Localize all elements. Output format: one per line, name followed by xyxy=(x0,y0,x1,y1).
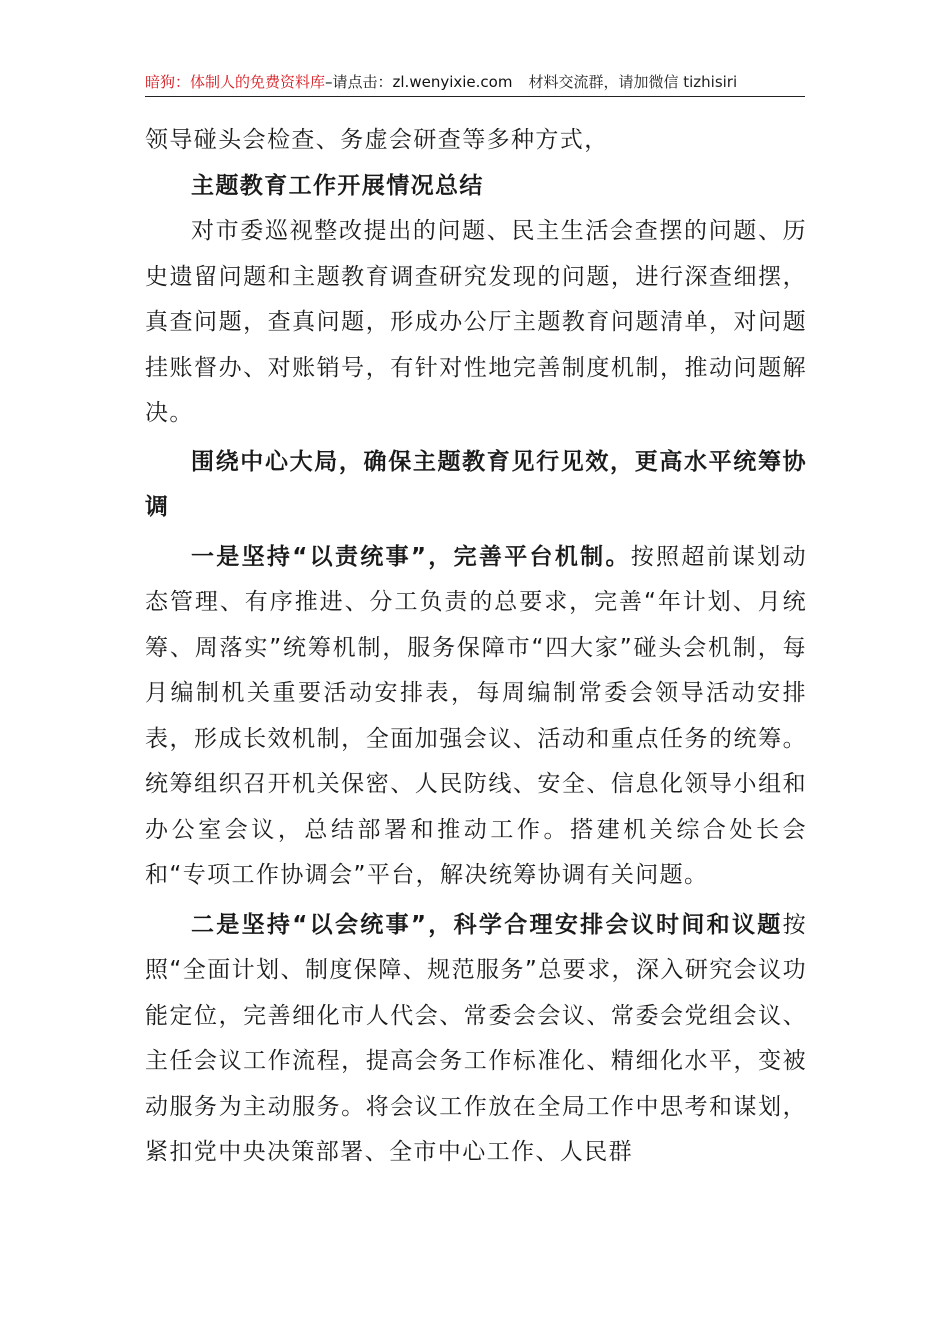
paragraph-point-1 xyxy=(145,535,807,899)
point-1-title: 一是坚持“以责统事”，完善平台机制。 xyxy=(191,543,631,570)
point-2-body: 按照“全面计划、制度保障、规范服务”总要求，深入研究会议功能定位，完善细化市人代会、常委会会议、常委会党组会议、主任会议工作流程，提高会务工作标准化、精细化水平，变被动服务为主动服务。将会议工作放在全局工作中思考和谋划，紧扣党中央决策部署、全市中心工作、人民群 xyxy=(145,911,807,1165)
section-heading-summary: 主题教育工作开展情况总结 xyxy=(191,172,484,199)
document-body xyxy=(145,118,807,1176)
promo-group: 材料交流群，请加微信 tizhisiri xyxy=(528,73,738,91)
page-header xyxy=(145,70,805,97)
paragraph-problems: 对市委巡视整改提出的问题、民主生活会查摆的问题、历史遗留问题和主题教育调查研究发现的问题，进行深查细摆，真查问题，查真问题，形成办公厅主题教育问题清单，对问题挂账督办、对账销号，有针对性地完善制度机制，推动问题解决。 xyxy=(145,218,807,426)
paragraph-point-2 xyxy=(145,903,807,1176)
intro-line: 领导碰头会检查、务虚会研查等多种方式， xyxy=(145,127,609,153)
point-1-body: 按照超前谋划动态管理、有序推进、分工负责的总要求，完善“年计划、月统筹、周落实”统筹机制，服务保障市“四大家”碰头会机制，每月编制机关重要活动安排表，每周编制常委会领导活动安排表，形成长效机制，全面加强会议、活动和重点任务的统筹。统筹组织召开机关保密、人民防线、安全、信息化领导小组和办公室会议，总结部署和推动工作。搭建机关综合处长会和“专项工作协调会”平台，解决统筹协调有关问题。 xyxy=(145,543,807,888)
section-heading-center: 围绕中心大局，确保主题教育见行见效，更高水平统筹协调 xyxy=(145,448,807,520)
point-2-title: 二是坚持“以会统事”，科学合理安排会议时间和议题 xyxy=(191,911,783,938)
promo-link[interactable]: –请点击：zl.wenyixie.com xyxy=(325,73,513,91)
promo-title: 暗狗：体制人的免费资料库 xyxy=(145,73,326,91)
